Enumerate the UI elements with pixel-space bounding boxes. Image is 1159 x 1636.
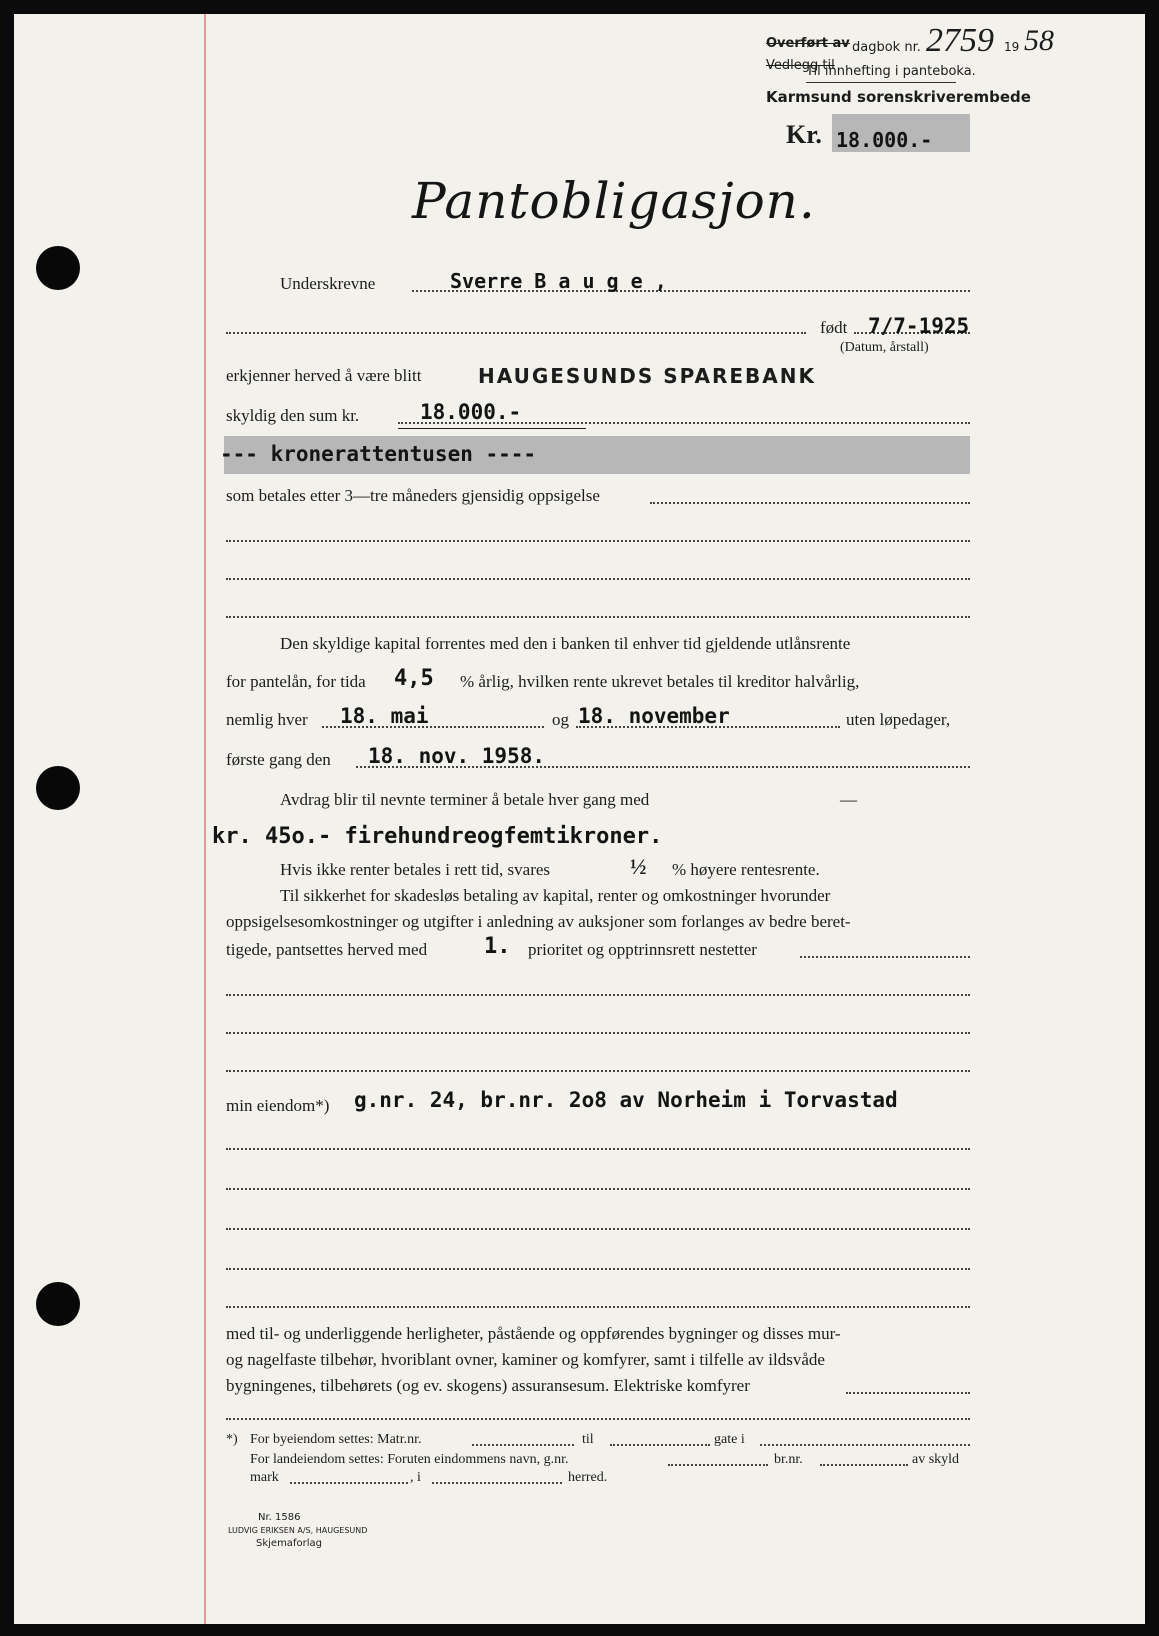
- debtor-name: Sverre B a u g e ,: [450, 269, 667, 293]
- punch-hole-middle: [36, 766, 80, 810]
- birth-date: 7/7-1925: [868, 314, 970, 338]
- skyldig-label: skyldig den sum kr.: [226, 406, 360, 425]
- term-date-1: 18. mai: [340, 704, 429, 728]
- stamp-line1: Overført av: [766, 36, 850, 51]
- installment-amount: kr. 45o.- firehundreogfemtikroner.: [212, 824, 663, 849]
- interest-rate: 4,5: [394, 666, 434, 691]
- sikkerhet-line1: Til sikkerhet for skadesløs betaling av kapital, renter og omkostninger hvorunder: [280, 886, 831, 905]
- erkjenner-label: erkjenner herved å være blitt: [226, 366, 422, 385]
- stamp-office: Karmsund sorenskriverembede: [766, 88, 1031, 106]
- first-payment-date: 18. nov. 1958.: [368, 744, 546, 768]
- margin-rule: [204, 14, 206, 1624]
- stamp-year: 58: [1024, 24, 1054, 57]
- betales-text: som betales etter 3—tre måneders gjensidig oppsigelse: [226, 486, 600, 505]
- document-page: Overført av dagbok nr. 2759 19 58 Vedlegg til Til innhefting i panteboka. Karmsund sorenskriverembede Kr. 18.000.- Pantobligasjon. Underskrevne Sverre B a u g e , født 7/7-1925 (Datum, årstall) erkjenner herved å være blitt HAUGESUNDS SPAREBANK skyldig den sum kr. 18.000.- --- kronerattentusen ---- som betales etter 3—tre måneders gjensidig oppsigelse Den skyldige kapital forrentes med den i banken til enhver tid gjeldende utlånsrente for pantelån, for tida 4,5 % årlig, hvilken rente ukrevet betales til kreditor halvårlig, nemlig hver 18. mai og 18. november uten løpedager, første gang den 18. nov. 1958. Avdrag blir til nevnte terminer å betale hver gang med — kr. 45o.- firehundreogfemtikroner. Hvis ikke renter betales i rett tid, svares ½ % høyere rentesrente. Til sikkerhet for skadesløs betaling av kapital, renter og omkostninger hvorunder oppsigelsesomkostninger og utgifter i anledning av auksjoner som forlanges av bedre beret- tigede, pantsettes herved med 1. prioritet og opptrinnsrett nestetter min eiendom*) g.nr. 24, br.nr. 2o8 av Norheim i Torvastad med til- og underliggende herligheter, påstående og oppførendes bygninger og disses mur- og nagelfaste tilbehør, hvoriblant ovner, kaminer og komfyrer, samt i tilfelle av ildsvåde bygningenes, tilbehørets (og ev. skogens) assuransesum. Elektriske komfyrer *) For byeiendom settes: Matr.nr. til gate i For landeiendom settes: Foruten eindommens navn, g.nr. br.nr. av skyld mark , i herred. Nr. 1586 LUDVIG ERIKSEN A/S, HAUGESUND Skjemaforlag: [14, 14, 1145, 1624]
- rente-line4a: første gang den: [226, 750, 331, 769]
- priority-number: 1.: [484, 934, 511, 959]
- creditor-name: HAUGESUNDS SPAREBANK: [478, 364, 816, 388]
- stamp-number: 2759: [926, 22, 994, 59]
- underskrevne-label: Underskrevne: [280, 274, 376, 293]
- herligheter-line3: bygningenes, tilbehørets (og ev. skogens) assuransesum. Elektriske komfyrer: [226, 1376, 750, 1395]
- punch-hole-bottom: [36, 1282, 80, 1326]
- debt-amount: 18.000.-: [420, 400, 522, 424]
- datum-hint: (Datum, årstall): [840, 340, 929, 355]
- footnote-line2: For landeiendom settes: Foruten eindommens navn, g.nr.: [250, 1452, 569, 1467]
- herligheter-line2: og nagelfaste tilbehør, hvoriblant ovner, kaminer og komfyrer, samt i tilfelle av ildsvåde: [226, 1350, 825, 1369]
- footnote-line3: mark: [250, 1470, 279, 1485]
- amount-prefix: Kr.: [786, 120, 822, 149]
- term-date-2: 18. november: [578, 704, 730, 728]
- document-title: Pantobligasjon.: [412, 172, 816, 230]
- rente-line2b: % årlig, hvilken rente ukrevet betales til kreditor halvårlig,: [460, 672, 860, 691]
- sikkerhet-line2: oppsigelsesomkostninger og utgifter i anledning av auksjoner som forlanges av bedre beret-: [226, 912, 851, 931]
- property-description: g.nr. 24, br.nr. 2o8 av Norheim i Torvastad: [354, 1088, 898, 1112]
- rente-line3a: nemlig hver: [226, 710, 308, 729]
- form-number: Nr. 1586: [258, 1512, 301, 1523]
- printer-name: LUDVIG ERIKSEN A/S, HAUGESUND: [228, 1526, 368, 1535]
- amount-in-words: --- kronerattentusen ----: [220, 442, 537, 466]
- penalty-fraction: ½: [630, 854, 647, 879]
- punch-hole-top: [36, 246, 80, 290]
- amount-box-value: 18.000.-: [836, 128, 933, 152]
- eiendom-label: min eiendom*): [226, 1096, 330, 1115]
- stamp-dagbok-label: dagbok nr.: [852, 40, 921, 55]
- footnote-line1: For byeiendom settes: Matr.nr.: [250, 1432, 422, 1447]
- rente-line2a: for pantelån, for tida: [226, 672, 366, 691]
- printer-role: Skjemaforlag: [256, 1538, 322, 1549]
- rente-line1: Den skyldige kapital forrentes med den i banken til enhver tid gjeldende utlånsrente: [280, 634, 851, 653]
- avdrag-label: Avdrag blir til nevnte terminer å betale hver gang med: [280, 790, 650, 809]
- herligheter-line1: med til- og underliggende herligheter, påstående og oppførendes bygninger og disses mur-: [226, 1324, 841, 1343]
- fodt-label: født: [820, 318, 848, 337]
